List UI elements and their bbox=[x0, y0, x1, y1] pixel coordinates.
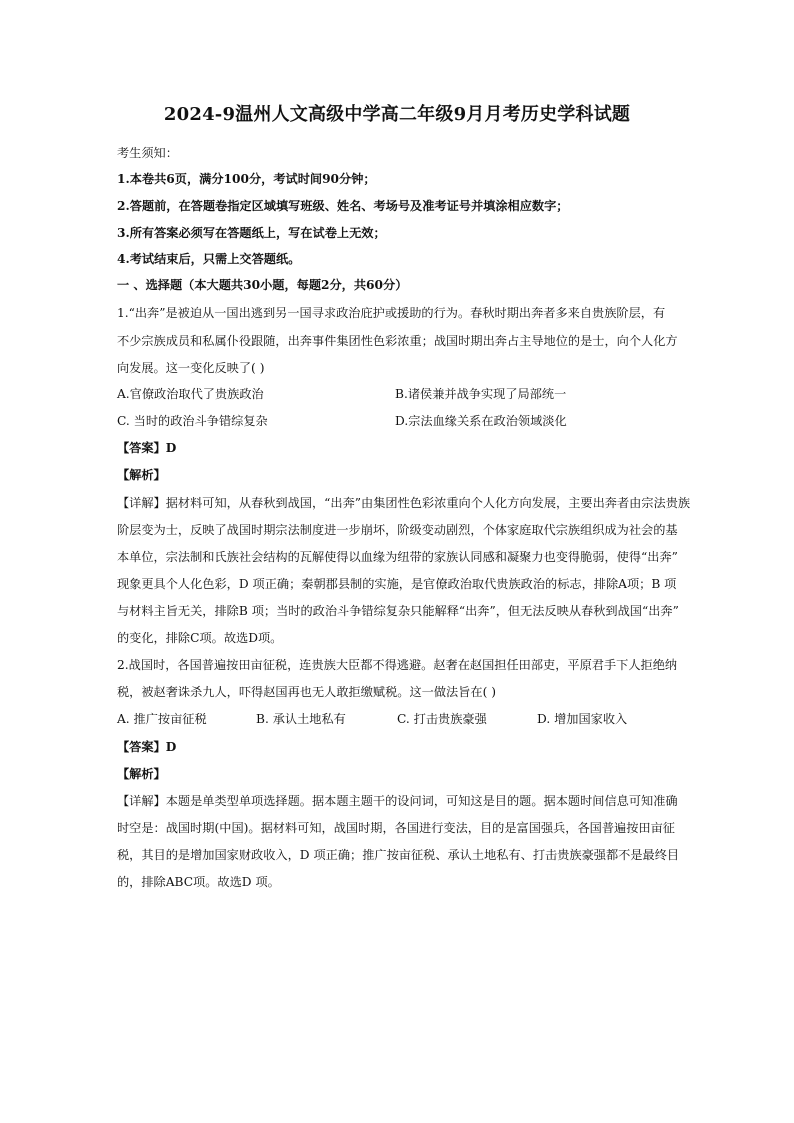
notice-item: 1.本卷共6页，满分100分，考试时间90分钟； bbox=[117, 172, 376, 186]
question-1-text: 向发展。这一变化反映了( ) bbox=[117, 361, 265, 375]
question-2-text: 2.战国时，各国普遍按田亩征税，连贵族大臣都不得逃避。赵奢在赵国担任田部吏，平原君手下人拒绝纳 bbox=[117, 658, 678, 672]
question-2-option-a: A. 推广按亩征税 bbox=[117, 712, 207, 726]
question-1-detail: 【详解】据材料可知，从春秋到战国，“出奔”由集团性色彩浓重向个人化方向发展，主要出奔者由宗法贵族 bbox=[117, 496, 691, 510]
question-2-detail: 时空是：战国时期(中国)。据材料可知，战国时期，各国进行变法，目的是富国强兵，各国普遍按田亩征 bbox=[117, 821, 675, 835]
question-2-option-b: B. 承认土地私有 bbox=[256, 712, 346, 726]
question-2-option-c: C. 打击贵族豪强 bbox=[397, 712, 487, 726]
question-1-option-b: B.诸侯兼并战争实现了局部统一 bbox=[395, 387, 567, 401]
question-2-option-d: D. 增加国家收入 bbox=[537, 712, 628, 726]
question-1-detail: 现象更具个人化色彩，D 项正确；秦朝郡县制的实施，是官僚政治取代贵族政治的标志，排除A项；B 项 bbox=[117, 577, 677, 591]
question-1-option-c: C. 当时的政治斗争错综复杂 bbox=[117, 414, 268, 428]
notice-item: 3.所有答案必须写在答题纸上，写在试卷上无效； bbox=[117, 226, 386, 240]
question-2-detail: 税，其目的是增加国家财政收入，D 项正确；推广按亩征税、承认土地私有、打击贵族豪强都不是最终目 bbox=[117, 848, 680, 862]
question-1-detail: 的变化，排除C项。故选D项。 bbox=[117, 631, 283, 645]
question-2-detail: 【详解】本题是单类型单项选择题。据本题主题干的设问词，可知这是目的题。据本题时间信息可知准确 bbox=[117, 794, 678, 808]
section-heading: 一 、选择题（本大题共30小题，每题2分，共60分） bbox=[117, 278, 408, 292]
question-1-text: 1.“出奔”是被迫从一国出逃到另一国寻求政治庇护或援助的行为。春秋时期出奔者多来自贵族阶层，有 bbox=[117, 306, 666, 320]
question-1-detail: 与材料主旨无关，排除B 项；当时的政治斗争错综复杂只能解释“出奔”，但无法反映从春秋到战国“出奔” bbox=[117, 604, 679, 618]
question-1-detail: 阶层变为士，反映了战国时期宗法制度进一步崩坏，阶级变动剧烈，个体家庭取代宗族组织成为社会的基 bbox=[117, 523, 678, 537]
question-1-answer: 【答案】D bbox=[117, 441, 177, 455]
notice-item: 4.考试结束后，只需上交答题纸。 bbox=[117, 252, 301, 266]
notice-item: 2.答题前，在答题卷指定区域填写班级、姓名、考场号及准考证号并填涂相应数字； bbox=[117, 199, 569, 213]
question-2-detail: 的，排除ABC项。故选D 项。 bbox=[117, 875, 280, 889]
question-2-answer: 【答案】D bbox=[117, 740, 177, 754]
question-1-text: 不少宗族成员和私属仆役跟随，出奔事件集团性色彩浓重；战国时期出奔占主导地位的是士，向个人化方 bbox=[117, 334, 678, 348]
question-2-analysis-label: 【解析】 bbox=[117, 767, 166, 781]
page-title: 2024-9温州人文高级中学高二年级9月月考历史学科试题 bbox=[163, 104, 631, 125]
notice-heading: 考生须知： bbox=[117, 146, 178, 160]
question-2-text: 税，被赵奢诛杀九人，吓得赵国再也无人敢拒缴赋税。这一做法旨在( ) bbox=[117, 685, 497, 699]
question-1-detail: 本单位，宗法制和氏族社会结构的瓦解使得以血缘为纽带的家族认同感和凝聚力也变得脆弱，使得“出奔” bbox=[117, 550, 678, 564]
question-1-option-a: A.官僚政治取代了贵族政治 bbox=[117, 387, 264, 401]
question-1-option-d: D.宗法血缘关系在政治领域淡化 bbox=[395, 414, 567, 428]
question-1-analysis-label: 【解析】 bbox=[117, 468, 166, 482]
